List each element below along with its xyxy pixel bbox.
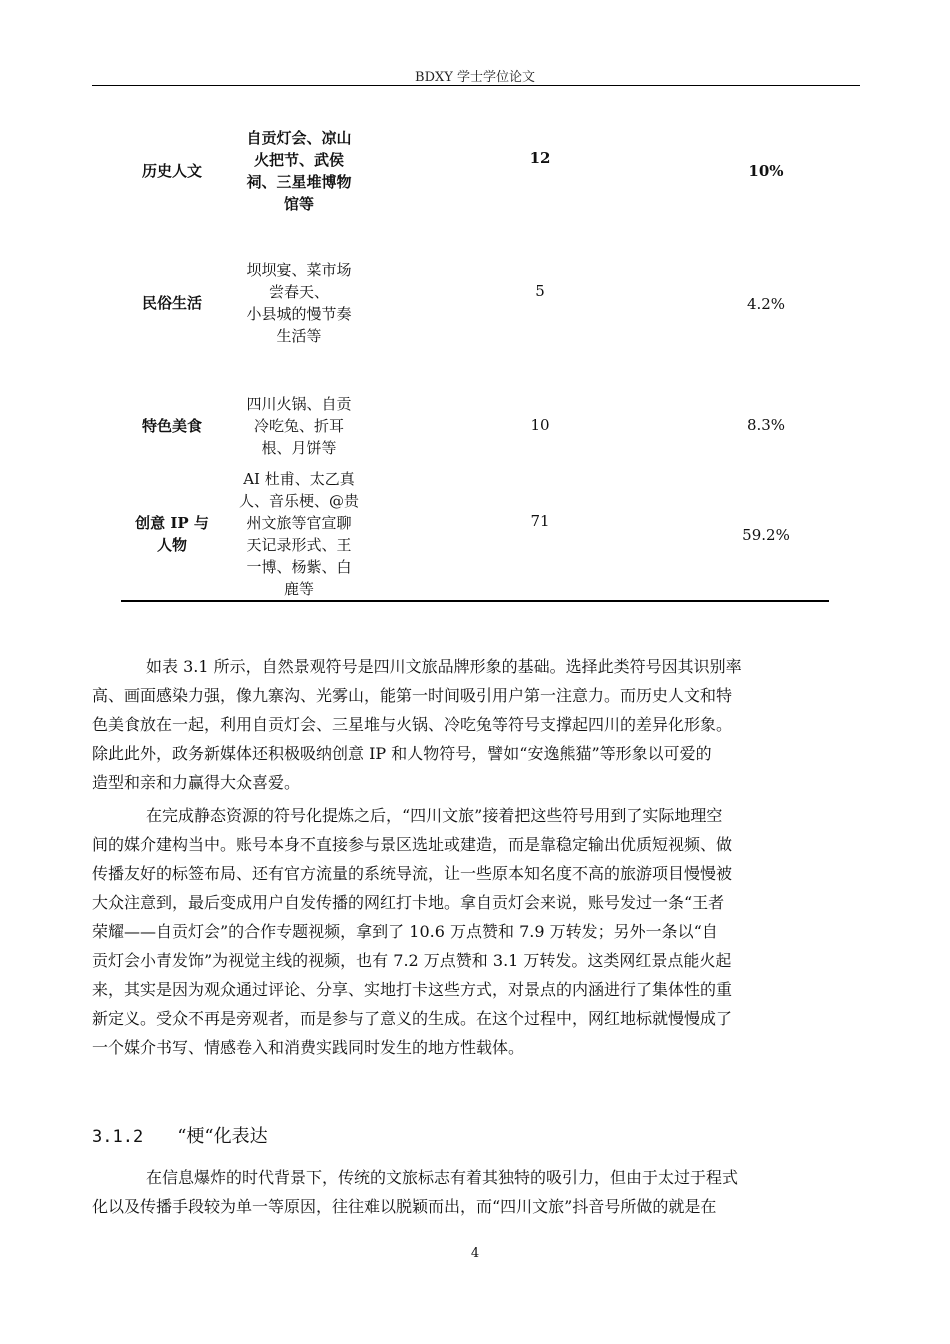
text-line: 贡灯会小青发饰”为视觉主线的视频，也有 7.2 万点赞和 3.1 万转发。这类网红景点能火起 bbox=[92, 951, 732, 970]
text-line: 在信息爆炸的时代背景下，传统的文旅标志有着其独特的吸引力，但由于太过于程式 bbox=[146, 1168, 739, 1187]
category-cell: 特色美食 bbox=[141, 417, 202, 435]
example-line: 人、音乐梗、@贵 bbox=[238, 492, 359, 510]
example-line: 四川火锅、自贡 bbox=[246, 395, 352, 413]
section-title: “梗“化表达 bbox=[177, 1126, 268, 1147]
section-heading bbox=[92, 1122, 268, 1148]
example-line: 坝坝宴、菜市场 bbox=[246, 261, 352, 279]
body-paragraph bbox=[92, 1163, 860, 1221]
examples-cell bbox=[232, 392, 366, 460]
example-line: 生活等 bbox=[276, 327, 322, 345]
category-cell: 民俗生活 bbox=[141, 294, 202, 312]
text-line: 传播友好的标签布局、还有官方流量的系统导流，让一些原本知名度不高的旅游项目慢慢被 bbox=[92, 864, 733, 883]
count-cell: 71 bbox=[530, 512, 550, 530]
percent-cell: 10% bbox=[748, 162, 784, 180]
percent-cell: 59.2% bbox=[742, 526, 790, 544]
example-line: 祠、三星堆博物 bbox=[246, 173, 352, 191]
example-line: 鹿等 bbox=[283, 580, 314, 598]
body-paragraph bbox=[92, 652, 860, 797]
table-row bbox=[0, 468, 950, 600]
examples-cell bbox=[232, 468, 366, 600]
example-line: 馆等 bbox=[283, 195, 314, 213]
table-row bbox=[0, 258, 950, 348]
running-header: BDXY 学士学位论文 bbox=[415, 70, 535, 85]
text-line: 如表 3.1 所示，自然景观符号是四川文旅品牌形象的基础。选择此类符号因其识别率 bbox=[146, 657, 742, 676]
example-line: 小县城的慢节奏 bbox=[246, 305, 352, 323]
text-line: 间的媒介建构当中。账号本身不直接参与景区选址或建造，而是靠稳定输出优质短视频、做 bbox=[92, 835, 733, 854]
example-line: 一博、杨紫、白 bbox=[246, 558, 352, 576]
example-line: 根、月饼等 bbox=[261, 439, 337, 457]
examples-cell bbox=[232, 128, 366, 214]
category-cell: 历史人文 bbox=[141, 162, 202, 180]
body-paragraph bbox=[92, 801, 860, 1062]
count-cell: 5 bbox=[535, 282, 545, 300]
text-line: 化以及传播手段较为单一等原因，往往难以脱颖而出，而“四川文旅”抖音号所做的就是在 bbox=[92, 1197, 717, 1216]
text-line: 新定义。受众不再是旁观者，而是参与了意义的生成。在这个过程中，网红地标就慢慢成了 bbox=[92, 1009, 733, 1028]
text-line: 在完成静态资源的符号化提炼之后，“四川文旅”接着把这些符号用到了实际地理空 bbox=[146, 806, 723, 825]
count-cell: 10 bbox=[530, 416, 550, 434]
table-bottom-rule bbox=[121, 600, 829, 602]
category-line: 创意 IP 与 bbox=[135, 514, 209, 532]
text-line: 大众注意到，最后变成用户自发传播的网红打卡地。拿自贡灯会来说，账号发过一条“王者 bbox=[92, 893, 725, 912]
example-line: 尝春天、 bbox=[268, 283, 329, 301]
text-line: 荣耀——自贡灯会”的合作专题视频，拿到了 10.6 万点赞和 7.9 万转发；另外一条以“自 bbox=[92, 922, 718, 941]
example-line: AI 杜甫、太乙真 bbox=[243, 470, 355, 488]
text-line: 高、画面感染力强，像九寨沟、光雾山，能第一时间吸引用户第一注意力。而历史人文和特 bbox=[92, 686, 733, 705]
count-cell: 12 bbox=[529, 149, 551, 167]
category-cell bbox=[122, 468, 222, 600]
table-row bbox=[0, 392, 950, 460]
example-line: 州文旅等官宣聊 bbox=[246, 514, 352, 532]
example-line: 天记录形式、王 bbox=[246, 536, 352, 554]
percent-cell: 4.2% bbox=[746, 295, 786, 313]
example-line: 冷吃兔、折耳 bbox=[253, 417, 344, 435]
category-line: 人物 bbox=[156, 536, 187, 554]
example-line: 火把节、武侯 bbox=[253, 151, 344, 169]
examples-cell bbox=[232, 258, 366, 348]
table-row bbox=[0, 128, 950, 214]
header-rule bbox=[92, 85, 860, 86]
section-number: 3.1.2 bbox=[92, 1127, 144, 1147]
text-line: 一个媒介书写、情感卷入和消费实践同时发生的地方性载体。 bbox=[92, 1038, 525, 1057]
text-line: 来，其实是因为观众通过评论、分享、实地打卡这些方式，对景点的内涵进行了集体性的重 bbox=[92, 980, 733, 999]
page-number: 4 bbox=[470, 1246, 480, 1261]
text-line: 色美食放在一起，利用自贡灯会、三星堆与火锅、冷吃兔等符号支撑起四川的差异化形象。 bbox=[92, 715, 733, 734]
percent-cell: 8.3% bbox=[746, 416, 786, 434]
text-line: 造型和亲和力赢得大众喜爱。 bbox=[92, 773, 301, 792]
text-line: 除此此外，政务新媒体还积极吸纳创意 IP 和人物符号，譬如“安逸熊猫”等形象以可爱的 bbox=[92, 744, 712, 763]
example-line: 自贡灯会、凉山 bbox=[246, 129, 352, 147]
